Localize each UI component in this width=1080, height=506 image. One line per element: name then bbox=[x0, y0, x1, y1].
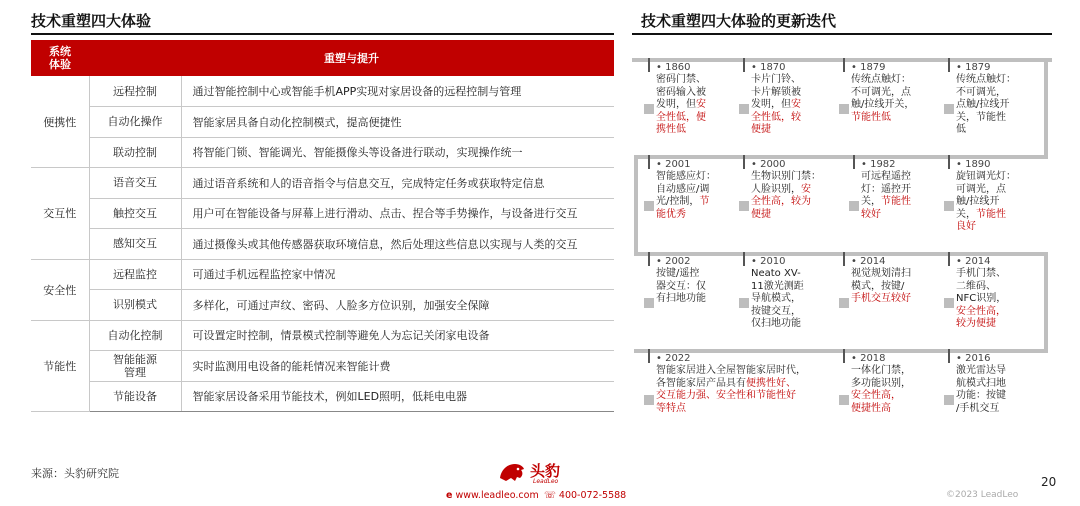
description-cell: 将智能门锁、智能调光、智能摄像头等设备进行联动，实现操作统一 bbox=[181, 137, 614, 168]
timeline-year: • 1879 bbox=[851, 62, 886, 73]
timeline-line: 可远程遥控 bbox=[861, 171, 911, 183]
timeline-line: 可调光，点 bbox=[956, 183, 1006, 195]
timeline-marker bbox=[839, 298, 849, 308]
timeline-line: 按键/遥控 bbox=[656, 268, 700, 280]
timeline-year: • 1890 bbox=[956, 159, 991, 170]
timeline-line: 携性低 bbox=[656, 124, 686, 136]
timeline-entry bbox=[656, 62, 738, 136]
timeline-tick bbox=[843, 349, 845, 363]
timeline-line: 器交互：仅 bbox=[656, 280, 706, 292]
timeline-line: 不可调光， bbox=[956, 86, 1006, 98]
timeline-year: • 1870 bbox=[751, 62, 786, 73]
timeline-line: 节能性低 bbox=[851, 111, 891, 123]
timeline-line: 卡片解锁被 bbox=[751, 86, 801, 98]
table-row bbox=[31, 351, 614, 382]
timeline-entry bbox=[956, 159, 1044, 233]
timeline-year: • 1879 bbox=[956, 62, 991, 73]
timeline-line: 自动感应/调 bbox=[656, 183, 710, 195]
timeline-connector bbox=[1044, 58, 1048, 158]
timeline-tick bbox=[948, 349, 950, 363]
table-row bbox=[31, 229, 614, 260]
timeline-line: 按键交互， bbox=[751, 305, 801, 317]
timeline-year: • 2018 bbox=[851, 353, 886, 364]
table-row bbox=[31, 137, 614, 168]
timeline-entry bbox=[656, 159, 746, 221]
timeline-line: 触/拉线开关， bbox=[851, 99, 915, 111]
timeline-entry bbox=[851, 62, 941, 124]
timeline-line: 便捷性高 bbox=[851, 402, 891, 414]
table-row bbox=[31, 259, 614, 290]
category-interactivity: 交互性 bbox=[31, 168, 89, 260]
header-reshape-improve: 重塑与提升 bbox=[89, 40, 614, 76]
feature-cell: 感知交互 bbox=[89, 229, 181, 260]
timeline-line: 全性低，便 bbox=[656, 111, 706, 123]
leopard-logo-icon bbox=[497, 458, 527, 488]
timeline-line: 发明，但安 bbox=[751, 99, 801, 111]
table-row bbox=[31, 198, 614, 229]
logo-subtext: LeadLeo bbox=[533, 478, 559, 485]
timeline-line: 生物识别门禁： bbox=[751, 171, 821, 183]
timeline-year: • 1860 bbox=[656, 62, 691, 73]
timeline-tick bbox=[853, 155, 855, 169]
table-row bbox=[31, 76, 614, 107]
category-energy-saving: 节能性 bbox=[31, 320, 89, 412]
timeline-line: 卡片门铃、 bbox=[751, 74, 801, 86]
timeline-line: 多功能识别， bbox=[851, 377, 911, 389]
timeline-line: 智能感应灯： bbox=[656, 171, 716, 183]
description-cell: 实时监测用电设备的能耗情况来智能计费 bbox=[181, 351, 614, 382]
page-number: 20 bbox=[1041, 475, 1057, 489]
phone-icon: ☏ bbox=[544, 490, 556, 501]
description-cell: 可通过手机远程监控家中情况 bbox=[181, 259, 614, 290]
timeline-line: 密码输入被 bbox=[656, 86, 706, 98]
timeline-line: 光/控制，节 bbox=[656, 196, 710, 208]
table-row bbox=[31, 168, 614, 199]
timeline-line: 激光雷达导 bbox=[956, 365, 1006, 377]
timeline-tick bbox=[843, 58, 845, 72]
timeline-tick bbox=[948, 252, 950, 266]
timeline-line: 全性低，较 bbox=[751, 111, 801, 123]
timeline-year: • 2000 bbox=[751, 159, 786, 170]
timeline-connector bbox=[634, 155, 638, 255]
timeline-line: 仅扫地功能 bbox=[751, 318, 801, 330]
timeline-line: 传统点触灯： bbox=[851, 74, 911, 86]
timeline-marker bbox=[849, 201, 859, 211]
feature-cell: 自动化控制 bbox=[89, 320, 181, 351]
description-cell: 用户可在智能设备与屏幕上进行滑动、点击、捏合等手势操作，与设备进行交互 bbox=[181, 198, 614, 229]
web-icon: e bbox=[446, 490, 453, 501]
timeline-tick bbox=[743, 252, 745, 266]
timeline-year: • 2014 bbox=[851, 256, 886, 267]
timeline-line: 一体化门禁， bbox=[851, 365, 911, 377]
logo-text: 头豹 bbox=[530, 462, 561, 480]
description-cell: 通过智能控制中心或智能手机APP实现对家居设备的远程控制与管理 bbox=[181, 76, 614, 107]
feature-cell: 联动控制 bbox=[89, 137, 181, 168]
timeline-entry bbox=[751, 159, 851, 221]
source-note: 来源：头豹研究院 bbox=[31, 467, 119, 480]
timeline-line: 功能：按键 bbox=[956, 390, 1006, 402]
timeline-tick bbox=[648, 349, 650, 363]
timeline-year: • 2002 bbox=[656, 256, 691, 267]
timeline-entry bbox=[956, 353, 1044, 415]
category-security: 安全性 bbox=[31, 259, 89, 320]
timeline-year: • 2010 bbox=[751, 256, 786, 267]
timeline-line: 11激光测距 bbox=[751, 280, 804, 292]
timeline-line: 二维码、 bbox=[956, 280, 996, 292]
timeline-line: /手机交互 bbox=[956, 402, 1000, 414]
table-row bbox=[31, 320, 614, 351]
timeline-entry bbox=[656, 256, 738, 306]
left-section-title: 技术重塑四大体验 bbox=[31, 12, 152, 30]
timeline-marker bbox=[739, 104, 749, 114]
timeline-marker bbox=[739, 298, 749, 308]
timeline-line: 良好 bbox=[956, 221, 976, 233]
feature-cell: 触控交互 bbox=[89, 198, 181, 229]
feature-cell: 语音交互 bbox=[89, 168, 181, 199]
timeline-line: Neato XV- bbox=[751, 268, 801, 280]
timeline-year: • 2001 bbox=[656, 159, 691, 170]
timeline-year: • 2016 bbox=[956, 353, 991, 364]
phone-contact: ☏ 400-072-5588 bbox=[544, 490, 627, 501]
feature-cell: 识别模式 bbox=[89, 290, 181, 321]
timeline-line: 便捷 bbox=[751, 124, 771, 136]
timeline-line: 手机门禁、 bbox=[956, 268, 1006, 280]
timeline-line: 视觉规划清扫 bbox=[851, 268, 911, 280]
timeline-line: 旋钮调光灯： bbox=[956, 171, 1016, 183]
timeline-marker bbox=[644, 395, 654, 405]
timeline-line: 传统点触灯： bbox=[956, 74, 1016, 86]
timeline-marker bbox=[839, 395, 849, 405]
timeline-marker bbox=[644, 201, 654, 211]
timeline-tick bbox=[948, 58, 950, 72]
timeline-line: 关，节能性 bbox=[861, 196, 911, 208]
experience-table bbox=[31, 40, 614, 412]
timeline-tick bbox=[648, 155, 650, 169]
timeline-entry bbox=[956, 62, 1044, 136]
website-link[interactable]: e www.leadleo.com bbox=[446, 490, 539, 501]
timeline-marker bbox=[739, 201, 749, 211]
timeline-marker bbox=[944, 104, 954, 114]
feature-cell: 自动化操作 bbox=[89, 107, 181, 138]
feature-cell: 远程监控 bbox=[89, 259, 181, 290]
timeline-marker bbox=[944, 298, 954, 308]
copyright: ©2023 LeadLeo bbox=[946, 490, 1019, 500]
timeline-entry bbox=[956, 256, 1044, 330]
timeline-line: 等特点 bbox=[656, 402, 686, 414]
timeline-line: 交互能力强、安全性和节能性好 bbox=[656, 390, 796, 402]
timeline-entry bbox=[751, 256, 843, 330]
timeline-line: 安全性高， bbox=[956, 305, 1006, 317]
timeline-entry bbox=[851, 256, 943, 306]
description-cell: 通过摄像头或其他传感器获取环境信息，然后处理这些信息以实现与人类的交互 bbox=[181, 229, 614, 260]
description-cell: 多样化，可通过声纹、密码、人脸多方位识别，加强安全保障 bbox=[181, 290, 614, 321]
timeline-line: 有扫地功能 bbox=[656, 293, 706, 305]
table-row bbox=[31, 381, 614, 412]
timeline-line: 点触/拉线开 bbox=[956, 99, 1010, 111]
timeline-marker bbox=[644, 104, 654, 114]
description-cell: 智能家居设备采用节能技术，例如LED照明，低耗电电器 bbox=[181, 381, 614, 412]
timeline-entry bbox=[861, 159, 943, 221]
timeline-year: • 1982 bbox=[861, 159, 896, 170]
description-cell: 通过语音系统和人的语音指令与信息交互，完成特定任务或获取特定信息 bbox=[181, 168, 614, 199]
table-row bbox=[31, 290, 614, 321]
timeline-marker bbox=[644, 298, 654, 308]
timeline-line: 能优秀 bbox=[656, 208, 686, 220]
left-title-rule bbox=[31, 33, 614, 35]
timeline-entry bbox=[656, 353, 841, 415]
timeline-entry bbox=[751, 62, 843, 136]
timeline-line: 安全性高， bbox=[851, 390, 901, 402]
feature-cell: 节能设备 bbox=[89, 381, 181, 412]
timeline-line: 人脸识别，安 bbox=[751, 183, 811, 195]
timeline-line: 较为便捷 bbox=[956, 318, 996, 330]
description-cell: 可设置定时控制，情景模式控制等避免人为忘记关闭家电设备 bbox=[181, 320, 614, 351]
timeline-line: 较好 bbox=[861, 208, 881, 220]
timeline-line: 全性高，较为 bbox=[751, 196, 811, 208]
timeline-tick bbox=[743, 155, 745, 169]
timeline-line: 发明，但安 bbox=[656, 99, 706, 111]
timeline-line: 航模式扫地 bbox=[956, 377, 1006, 389]
timeline-line: 各智能家居产品具有便携性好、 bbox=[656, 377, 796, 389]
timeline-connector bbox=[1044, 252, 1048, 352]
timeline-line: 不可调光，点 bbox=[851, 86, 911, 98]
timeline-entry bbox=[851, 353, 943, 415]
category-portability: 便携性 bbox=[31, 76, 89, 168]
timeline-line: 智能家居进入全屋智能家居时代， bbox=[656, 365, 806, 377]
timeline-line: 手机交互较好 bbox=[851, 293, 911, 305]
timeline-tick bbox=[648, 58, 650, 72]
timeline-line: 便捷 bbox=[751, 208, 771, 220]
timeline-tick bbox=[843, 252, 845, 266]
right-title-rule bbox=[632, 33, 1052, 35]
header-system-experience: 系统 体验 bbox=[31, 40, 89, 76]
timeline-year: • 2022 bbox=[656, 353, 691, 364]
timeline-line: 灯：遥控开 bbox=[861, 183, 911, 195]
feature-cell: 智能能源 管理 bbox=[89, 351, 181, 382]
timeline-line: 密码门禁、 bbox=[656, 74, 706, 86]
timeline-marker bbox=[944, 395, 954, 405]
timeline-line: NFC识别， bbox=[956, 293, 1007, 305]
timeline-line: 关，节能性 bbox=[956, 111, 1006, 123]
timeline-marker bbox=[944, 201, 954, 211]
table-row bbox=[31, 107, 614, 138]
right-section-title: 技术重塑四大体验的更新迭代 bbox=[641, 12, 837, 30]
timeline-line: 触/拉线开 bbox=[956, 196, 1000, 208]
timeline-line: 模式，按键/ bbox=[851, 280, 905, 292]
timeline-tick bbox=[948, 155, 950, 169]
timeline-line: 关，节能性 bbox=[956, 208, 1006, 220]
timeline-year: • 2014 bbox=[956, 256, 991, 267]
timeline-marker bbox=[839, 104, 849, 114]
description-cell: 智能家居具备自动化控制模式，提高便捷性 bbox=[181, 107, 614, 138]
timeline-tick bbox=[648, 252, 650, 266]
timeline-tick bbox=[743, 58, 745, 72]
timeline-line: 低 bbox=[956, 124, 966, 136]
timeline-line: 导航模式， bbox=[751, 293, 801, 305]
feature-cell: 远程控制 bbox=[89, 76, 181, 107]
